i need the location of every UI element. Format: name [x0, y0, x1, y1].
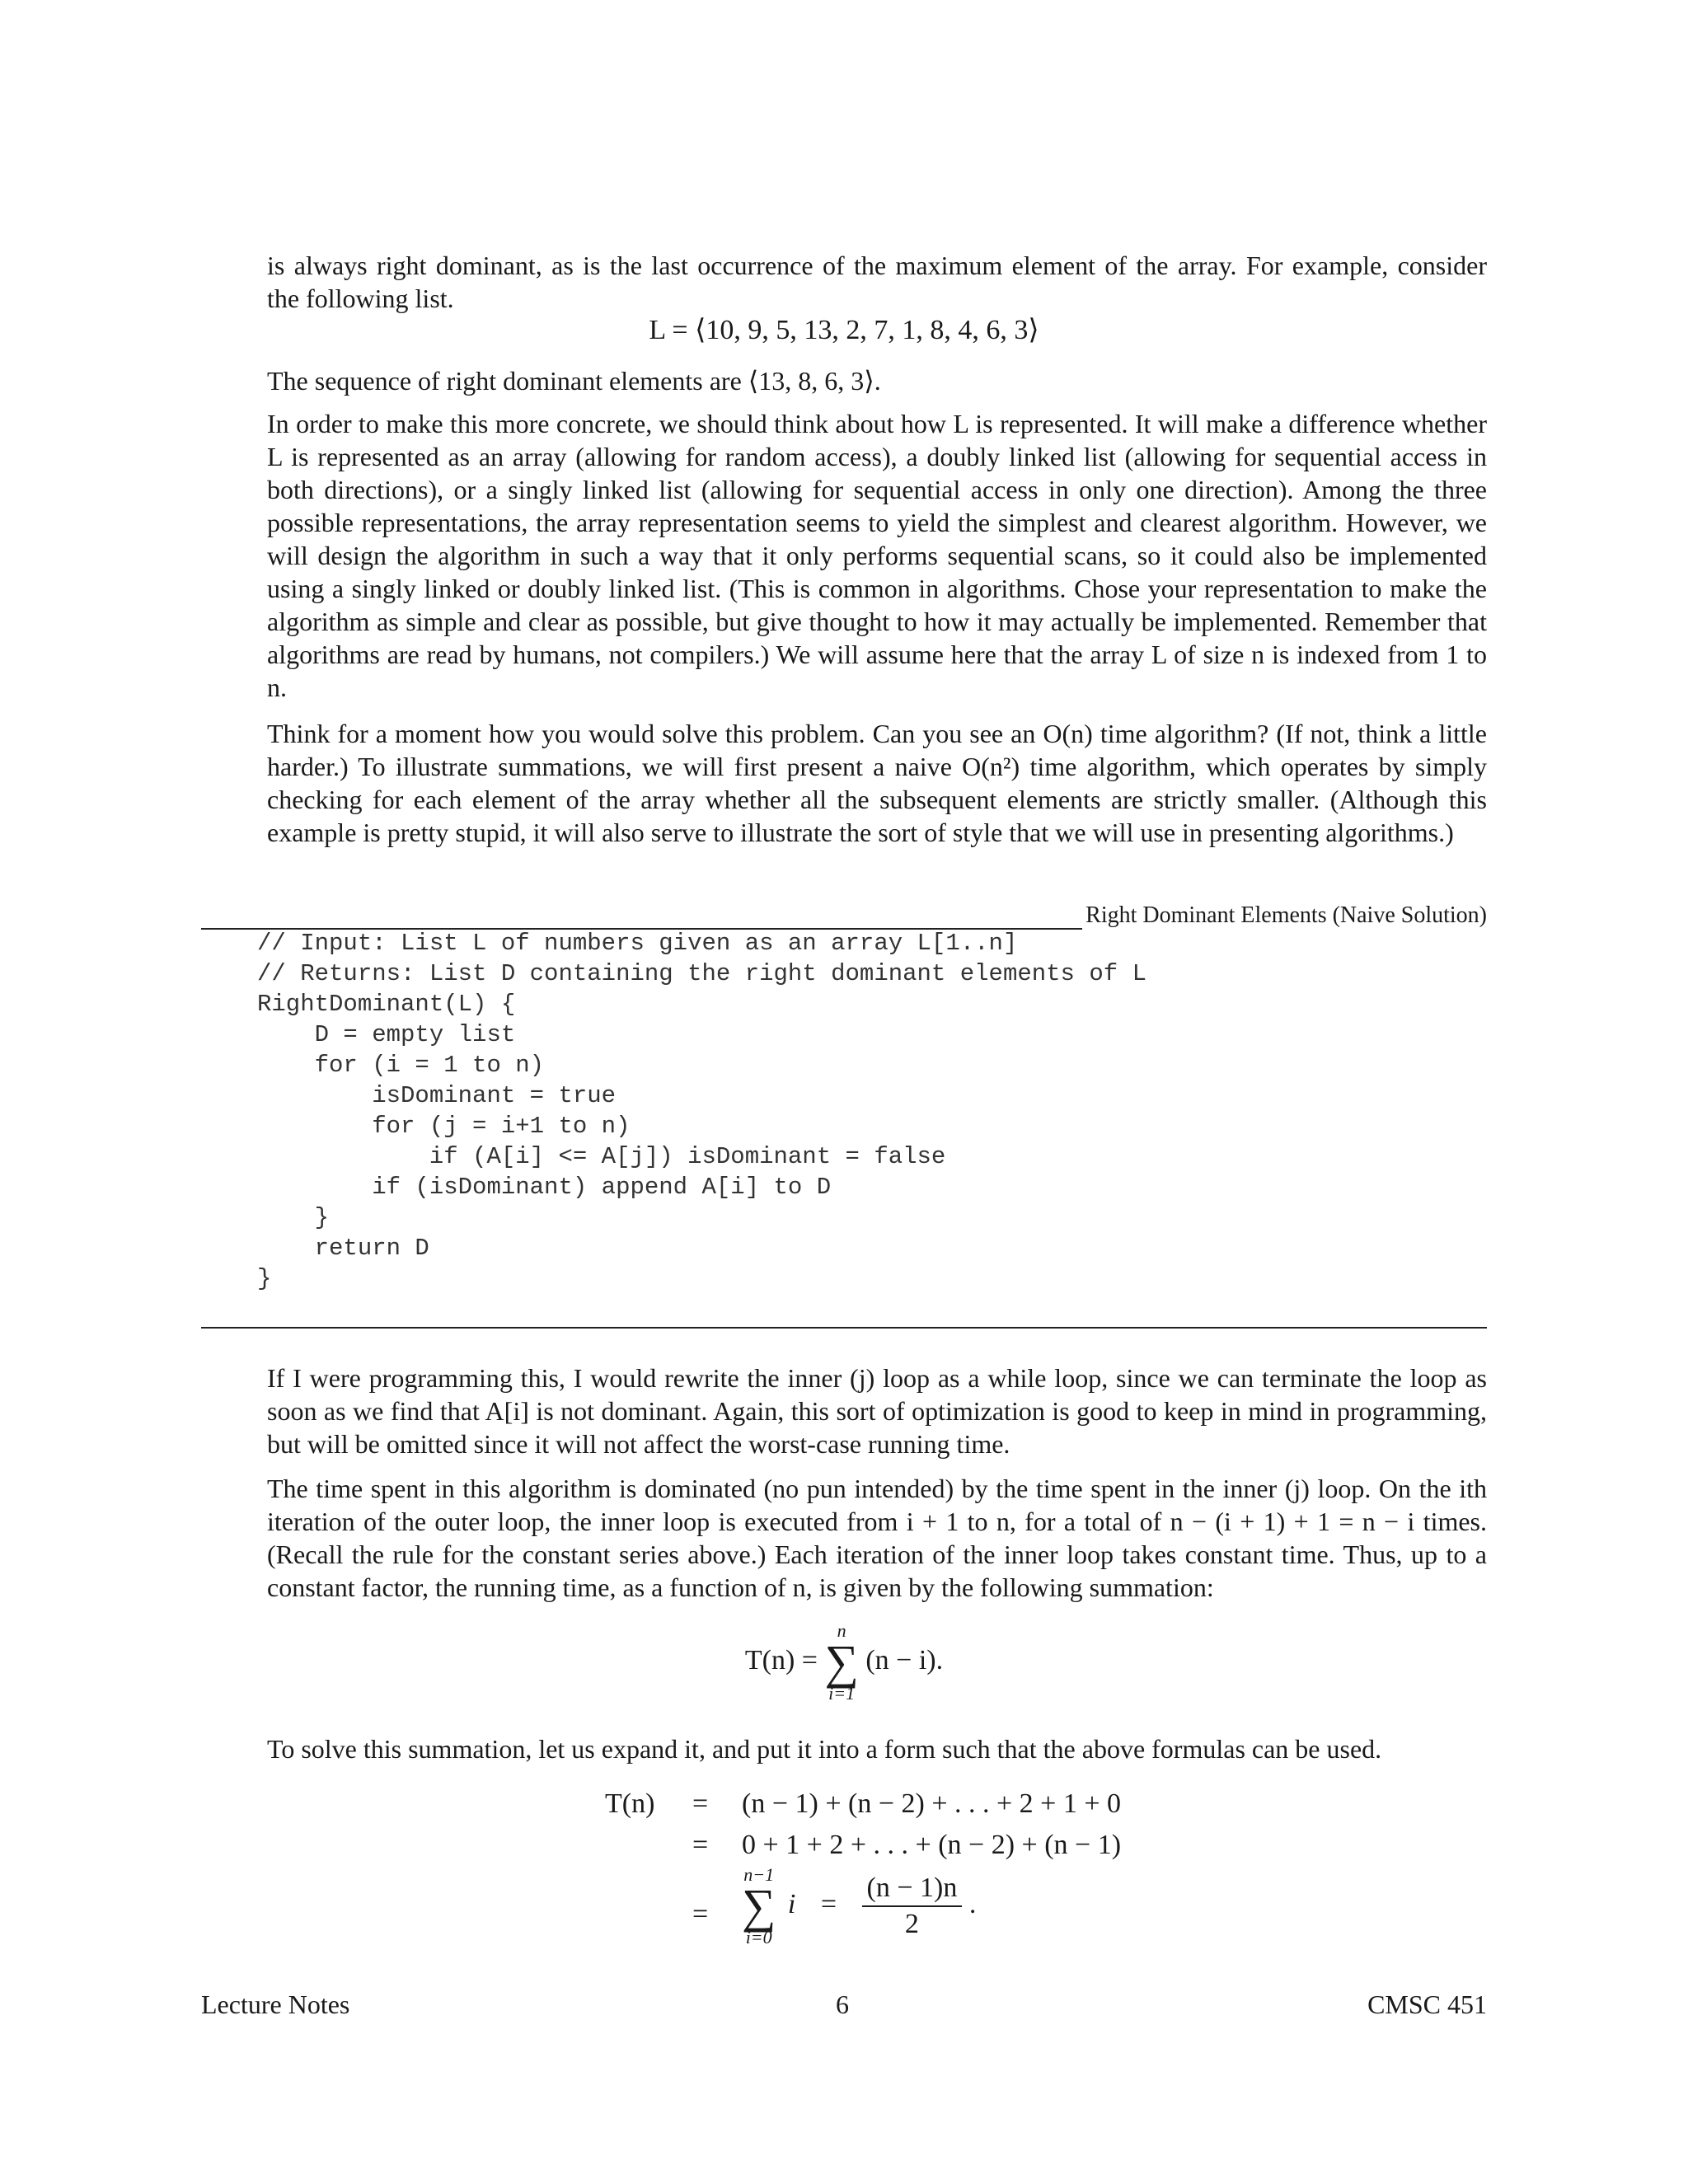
footer-right: CMSC 451: [1367, 1990, 1487, 2019]
code-line: }: [257, 1265, 272, 1292]
footer-left: Lecture Notes: [201, 1990, 350, 2019]
summation-equation: [0, 1622, 1688, 1703]
code-line: if (isDominant) append A[i] to D: [257, 1174, 832, 1201]
code-line: D = empty list: [257, 1021, 516, 1048]
expansion-fraction: [862, 1872, 963, 1940]
summation-body: (n − i).: [865, 1644, 944, 1675]
code-line: for (j = i+1 to n): [257, 1113, 631, 1140]
intro-paragraph: [267, 249, 1487, 315]
representation-paragraph: In order to make this more concrete, we should think about how L is represented. It will make a difference whether L is represented as an array (allowing for random access), a doubly linked list (allowing for sequential access in both directions), or a singly linked list (allowing for sequential access in only one direction). Among the three possible representations, the array representation seems to yield the simplest and clearest algorithm. However, we will design the algorithm in such a way that it only performs sequential scans, so it could also be implemented using a singly linked or doubly linked list. (This is common in algorithms. Chose your representation to make the algorithm as simple and clear as possible, but give thought to how it may actually be implemented. Remember that algorithms are read by humans, not compilers.) We will assume here that the array L of size n is indexed from 1 to n.: [267, 409, 1487, 702]
code-line: if (A[i] <= A[j]) isDominant = false: [257, 1143, 946, 1170]
code-block: [257, 928, 1146, 1294]
expansion-row-2: 0 + 1 + 2 + . . . + (n − 2) + (n − 1): [742, 1830, 1122, 1860]
sequence-sentence: The sequence of right dominant elements are ⟨13, 8, 6, 3⟩.: [267, 366, 881, 396]
summation-sigma: ∑: [824, 1635, 859, 1689]
summation-upper-limit: n: [837, 1620, 846, 1641]
expansion-row-3: [742, 1866, 976, 1947]
expansion-lower-limit: i=0: [745, 1927, 772, 1947]
expansion-upper-limit: n−1: [743, 1864, 775, 1885]
expansion-sigma-block: [742, 1866, 776, 1947]
expansion-eq-1: =: [692, 1788, 709, 1819]
code-caption: Right Dominant Elements (Naive Solution): [1082, 902, 1487, 930]
list-equation: L = ⟨10, 9, 5, 13, 2, 7, 1, 8, 4, 6, 3⟩: [649, 315, 1039, 345]
expansion-sigma: ∑: [742, 1879, 776, 1933]
think-paragraph: Think for a moment how you would solve this problem. Can you see an O(n) time algorithm? (If not, think a little harder.) To illustrate summations, we will first present a naive O(n²) time algorithm, which operates by simply checking for each element of the array whether all the subsequent elements are strictly smaller. (Although this example is pretty stupid, it will also serve to illustrate the sort of style that we will use in presenting algorithms.): [267, 719, 1487, 847]
code-line: RightDominant(L) {: [257, 991, 516, 1018]
code-line: // Input: List L of numbers given as an array L[1..n]: [257, 930, 1018, 957]
expansion-sum-body: i: [787, 1888, 796, 1919]
while-paragraph: If I were programming this, I would rewrite the inner (j) loop as a while loop, since we can terminate the loop as soon as we find that A[i] is not dominant. Again, this sort of optimization is good to keep in mind in programming, but will be omitted since it will not affect the worst-case running time.: [267, 1363, 1487, 1459]
code-line: for (i = 1 to n): [257, 1052, 545, 1079]
expansion-lhs: T(n): [605, 1788, 655, 1819]
code-line: }: [257, 1204, 330, 1231]
time-paragraph: The time spent in this algorithm is dominated (no pun intended) by the time spent in the inner (j) loop. On the ith iteration of the outer loop, the inner loop is executed from i + 1 to n, for a total of n − (i + 1) + 1 = n − i times. (Recall the rule for the constant series above.) Each iteration of the inner loop takes constant time. Thus, up to a constant factor, the running time, as a function of n, is given by the following summation:: [267, 1474, 1487, 1602]
expansion-eq-3: =: [692, 1899, 709, 1929]
expansion-fraction-numerator: (n − 1)n: [862, 1872, 963, 1907]
code-line: // Returns: List D containing the right dominant elements of L: [257, 960, 1146, 987]
summation-lhs: T(n) =: [744, 1644, 818, 1675]
code-line: return D: [257, 1235, 429, 1262]
expansion-period: .: [968, 1888, 977, 1919]
summation-lower-limit: i=1: [828, 1683, 856, 1704]
footer-page-number: 6: [836, 1990, 849, 2019]
code-bottom-rule: [201, 1327, 1487, 1329]
code-line: isDominant = true: [257, 1082, 617, 1109]
summation-sigma-block: [824, 1622, 858, 1703]
intro-line-1: is always right dominant, as is the last occurrence of the maximum element of the array. For example, consider: [267, 251, 1487, 280]
expansion-eq-4: =: [820, 1888, 837, 1919]
expansion-fraction-denominator: 2: [904, 1909, 919, 1939]
expansion-eq-2: =: [692, 1830, 709, 1860]
intro-line-2: the following list.: [267, 284, 454, 313]
solve-sentence: To solve this summation, let us expand it, and put it into a form such that the above formulas can be used.: [267, 1734, 1382, 1764]
expansion-row-1: (n − 1) + (n − 2) + . . . + 2 + 1 + 0: [742, 1788, 1122, 1819]
